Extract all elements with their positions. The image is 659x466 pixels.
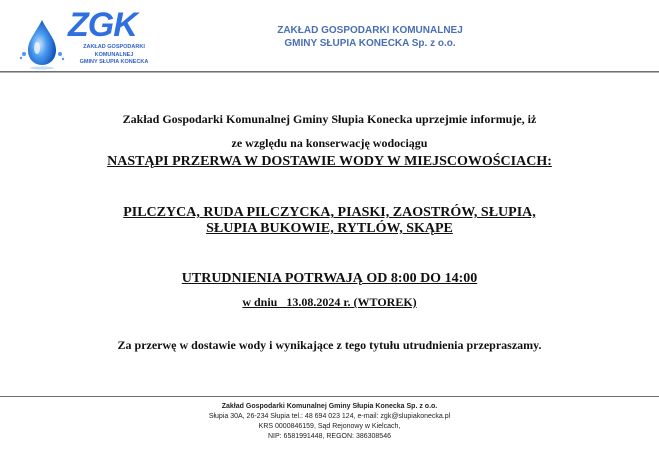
logo-subtitle-line: KOMUNALNEJ: [94, 51, 134, 58]
notice-headline: NASTĄPI PRZERWA W DOSTAWIE WODY W MIEJSCOWOŚCIACH:: [107, 154, 552, 169]
apology-text: Za przerwę w dostawie wody i wynikające z tego tytułu utrudnienia przepraszamy.: [117, 338, 542, 352]
footer-krs: KRS 0000846159, Sąd Rejonowy w Kielcach,: [258, 423, 401, 430]
zgk-logo: [18, 8, 148, 70]
logo-subtitle-line: GMINY SŁUPIA KONECKA: [79, 59, 149, 65]
outage-duration: UTRUDNIENIA POTRWAJĄ OD 8:00 DO 14:00: [181, 271, 478, 286]
footer-company: Zakład Gospodarki Komunalnej Gminy Słupia Konecka Sp. z o.o.: [221, 403, 438, 410]
notice-reason: ze względu na konserwację wodociągu: [231, 136, 428, 150]
logo-subtitle: [74, 44, 154, 67]
logo-acronym: ZGK: [68, 6, 137, 44]
localities-line: SŁUPIA BUKOWIE, RYTLÓW, SKĄPE: [206, 221, 453, 236]
water-drop-icon: [18, 18, 66, 70]
footer-address: Słupia 30A, 26-234 Słupia tel.: 48 694 023 124, e-mail: zgk@slupiakonecka.pl: [208, 413, 451, 420]
localities-list: [0, 205, 659, 237]
company-name-line: GMINY SŁUPIA KONECKA Sp. z o.o.: [284, 37, 456, 49]
company-header: [260, 25, 480, 50]
localities-line: PILCZYCA, RUDA PILCZYCKA, PIASKI, ZAOSTRÓW, SŁUPIA,: [123, 205, 536, 220]
notice-intro: Zakład Gospodarki Komunalnej Gminy Słupia Konecka uprzejmie informuje, iż: [122, 112, 537, 126]
logo-subtitle-line: ZAKŁAD GOSPODARKI: [83, 44, 145, 50]
footer-divider: [0, 396, 659, 397]
footer: [0, 402, 659, 442]
header-divider: [0, 71, 659, 73]
company-name-line: ZAKŁAD GOSPODARKI KOMUNALNEJ: [277, 25, 463, 36]
outage-date: w dniu 13.08.2024 r. (WTOREK): [242, 295, 417, 309]
footer-ids: NIP: 6581991448, REGON: 386308546: [268, 433, 391, 440]
